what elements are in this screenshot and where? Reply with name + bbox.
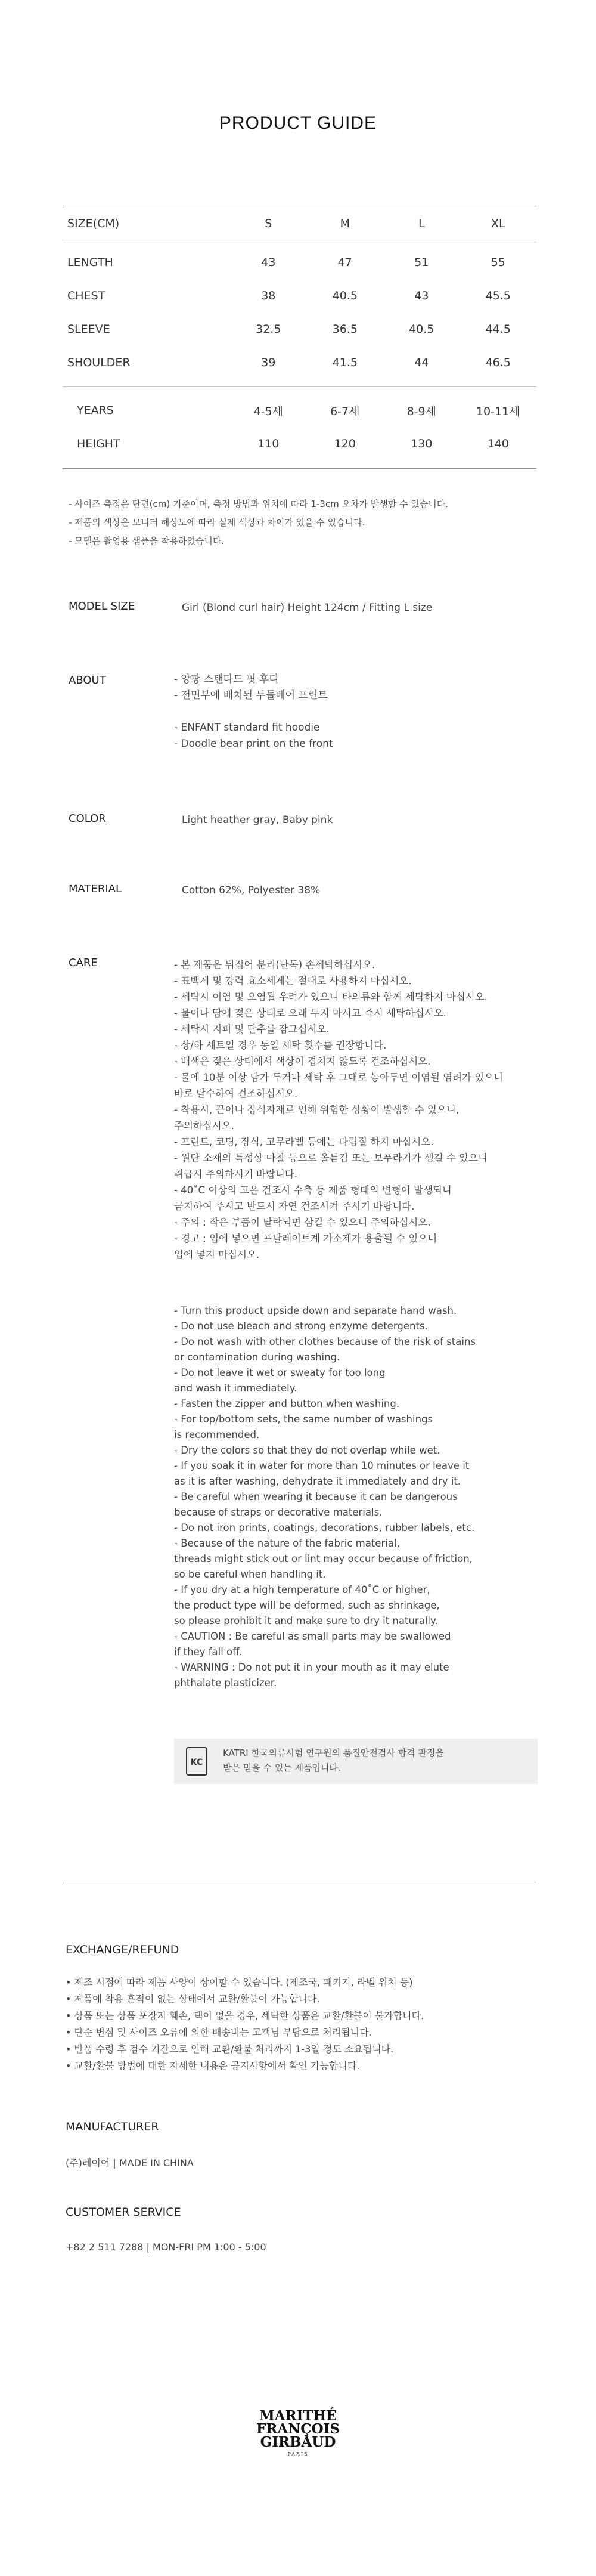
care-line: - 주의 : 작은 부품이 탈락되면 삼킬 수 있으니 주의하십시오. <box>174 1217 431 1228</box>
care-line: - For top/bottom sets, the same number of washings <box>174 1414 433 1425</box>
care-line: - Do not wash with other clothes because of the risk of stains <box>174 1336 476 1347</box>
table-cell: 43 <box>261 256 276 269</box>
care-line: - 원단 소재의 특성상 마찰 등으로 올튿김 또는 보푸라기가 생길 수 있으니 <box>174 1152 488 1164</box>
size-table-header-s: S <box>265 217 272 230</box>
care-line: - 표백제 및 강력 효소세제는 절대로 사용하지 마십시오. <box>174 975 412 987</box>
care-line: because of straps or decorative materials. <box>174 1507 383 1518</box>
model-size-label: MODEL SIZE <box>69 600 135 613</box>
list-item: • 제조 시점에 따라 제품 사양이 상이할 수 있습니다. (제조국, 패키지, 라벨 위치 등) <box>66 1977 413 1988</box>
table-cell: 8-9세 <box>406 404 436 418</box>
list-item: • 반품 수령 후 검수 기간으로 인해 교환/환불 처리까지 1-3일 정도 소요됩니다. <box>66 2043 394 2055</box>
care-line: - 물에 10분 이상 담가 두거나 세탁 후 그대로 놓아두면 이염될 염려가 있으니 <box>174 1072 504 1083</box>
row-label: LENGTH <box>67 256 113 269</box>
table-cell: 44.5 <box>485 323 511 336</box>
row-label: SLEEVE <box>67 323 110 336</box>
care-line: or contamination during washing. <box>174 1352 340 1363</box>
care-line: - 배색은 젖은 상태에서 색상이 겹치지 않도록 건조하십시오. <box>174 1056 431 1067</box>
care-line: 주의하십시오. <box>174 1120 234 1131</box>
care-line: and wash it immediately. <box>174 1383 297 1394</box>
care-line: - 경고 : 입에 넣으면 프탈레이트계 가소제가 용출될 수 있으니 <box>174 1233 437 1244</box>
care-line: as it is after washing, dehydrate it immediately and dry it. <box>174 1476 461 1487</box>
table-cell: 41.5 <box>332 356 358 369</box>
care-line: - Fasten the zipper and button when washing. <box>174 1398 400 1409</box>
about-line: - ENFANT standard fit hoodie <box>174 722 320 734</box>
care-line: if they fall off. <box>174 1646 243 1657</box>
kc-certification-icon <box>186 1747 207 1776</box>
age-table <box>63 394 536 460</box>
table-cell: 47 <box>337 256 352 269</box>
table-row <box>63 394 536 427</box>
care-line: - 상/하 세트일 경우 동일 세탁 횟수를 권장합니다. <box>174 1040 387 1051</box>
table-cell: 44 <box>414 356 429 369</box>
care-line: is recommended. <box>174 1429 260 1440</box>
color-value: Light heather gray, Baby pink <box>182 814 333 826</box>
care-line: - 세탁시 이염 및 오염될 우려가 있으니 타의류와 함께 세탁하지 마십시오. <box>174 991 488 1003</box>
customer-service-value: +82 2 511 7288 | MON-FRI PM 1:00 - 5:00 <box>66 2241 266 2253</box>
table-row <box>63 427 536 460</box>
care-line: - CAUTION : Be careful as small parts may be swallowed <box>174 1631 451 1642</box>
care-line: - 40˚C 이상의 고온 건조시 수축 등 제품 형태의 변형이 발생되니 <box>174 1185 452 1196</box>
manufacturer-value: (주)레이어 | MADE IN CHINA <box>66 2157 194 2169</box>
row-label: CHEST <box>67 289 105 302</box>
table-cell: 45.5 <box>485 289 511 302</box>
table-row <box>63 279 536 313</box>
care-line: - 프린트, 코팅, 장식, 고무라벨 등에는 다림질 하지 마십시오. <box>174 1136 434 1148</box>
table-cell: 36.5 <box>332 323 358 336</box>
table-cell: 6-7세 <box>330 404 360 418</box>
care-line: 금지하여 주시고 반드시 자연 건조시켜 주시기 바랍니다. <box>174 1201 415 1212</box>
about-line <box>174 704 333 720</box>
table-cell: 43 <box>414 289 429 302</box>
care-line: phthalate plasticizer. <box>174 1677 277 1689</box>
customer-service-title: CUSTOMER SERVICE <box>66 2206 181 2219</box>
care-label: CARE <box>69 957 98 969</box>
care-korean-list <box>174 957 555 1263</box>
brand-logo-line: MARITHÉ <box>259 2408 337 2424</box>
table-cell: 130 <box>411 437 433 450</box>
care-line: - 본 제품은 뒤집어 분리(단독) 손세탁하십시오. <box>174 959 375 970</box>
age-table-top-rule <box>63 386 536 387</box>
size-table-header-xl: XL <box>491 217 505 230</box>
table-cell: 120 <box>334 437 356 450</box>
kc-mark-text: KC <box>190 1758 203 1767</box>
care-line: - 세탁시 지퍼 및 단추를 잠그십시오. <box>174 1023 330 1035</box>
manufacturer-title: MANUFACTURER <box>66 2120 159 2133</box>
care-line: 입에 넣지 마십시오. <box>174 1249 260 1260</box>
care-line: - Be careful when wearing it because it can be dangerous <box>174 1491 458 1502</box>
care-line: threads might stick out or lint may occur because of friction, <box>174 1553 473 1564</box>
kc-line: 받은 믿을 수 있는 제품입니다. <box>223 1762 341 1773</box>
care-line: - Do not leave it wet or sweaty for too long <box>174 1367 386 1378</box>
about-line: - 앙팡 스탠다드 핏 후디 <box>174 673 279 685</box>
row-label: HEIGHT <box>77 437 120 450</box>
care-line: 바로 탈수하여 건조하십시오. <box>174 1088 298 1099</box>
table-cell: 140 <box>487 437 509 450</box>
row-label: SHOULDER <box>67 356 131 369</box>
table-row <box>63 246 536 279</box>
care-line: - 물이나 땀에 젖은 상태로 오래 두지 마시고 즉시 세탁하십시오. <box>174 1007 446 1019</box>
about-label: ABOUT <box>69 674 106 686</box>
exchange-refund-list <box>66 1974 424 2074</box>
table-cell: 4-5세 <box>253 404 283 418</box>
note-line: - 모델은 촬영용 샘플을 착용하였습니다. <box>69 536 225 546</box>
table-cell: 40.5 <box>332 289 358 302</box>
exchange-refund-title: EXCHANGE/REFUND <box>66 1943 179 1956</box>
care-line: so please prohibit it and make sure to dry it naturally. <box>174 1615 438 1626</box>
size-table-header-l: L <box>418 217 425 230</box>
table-cell: 40.5 <box>409 323 434 336</box>
care-line: - 착용시, 끈이나 장식자재로 인해 위험한 상황이 발생할 수 있으니, <box>174 1104 460 1115</box>
brand-logo-paris: PARIS <box>287 2451 309 2457</box>
care-line: - Because of the nature of the fabric material, <box>174 1538 400 1549</box>
row-label: YEARS <box>77 404 114 417</box>
care-line: - Dry the colors so that they do not overlap while wet. <box>174 1445 440 1456</box>
care-line: 취급시 주의하시기 바랍니다. <box>174 1168 298 1180</box>
size-table-bottom-rule <box>63 468 536 469</box>
size-table-body <box>63 246 536 379</box>
brand-logo <box>253 2410 343 2457</box>
list-item: • 단순 변심 및 사이즈 오류에 의한 배송비는 고객님 부담으로 처리됩니다. <box>66 2027 372 2038</box>
table-cell: 38 <box>261 289 276 302</box>
size-table-header-label: SIZE(CM) <box>67 217 120 230</box>
care-line: the product type will be deformed, such as shrinkage, <box>174 1600 440 1611</box>
list-item: • 교환/환불 방법에 대한 자세한 내용은 공지사항에서 확인 가능합니다. <box>66 2060 360 2071</box>
table-cell: 39 <box>261 356 276 369</box>
size-table-header-m: M <box>340 217 350 230</box>
color-label: COLOR <box>69 812 106 825</box>
note-line: - 제품의 색상은 모니터 해상도에 따라 실제 색상과 차이가 있을 수 있습니다. <box>69 517 365 528</box>
about-list <box>174 672 333 752</box>
model-size-value: Girl (Blond curl hair) Height 124cm / Fitting L size <box>182 602 433 614</box>
kc-text <box>223 1746 444 1776</box>
care-line: - WARNING : Do not put it in your mouth as it may elute <box>174 1662 449 1673</box>
table-cell: 10-11세 <box>476 404 520 418</box>
care-line: - Turn this product upside down and separate hand wash. <box>174 1305 457 1316</box>
size-notes <box>69 495 448 551</box>
brand-logo-line: FRANÇOIS <box>256 2421 340 2437</box>
table-cell: 110 <box>257 437 280 450</box>
kc-certification-box <box>174 1739 538 1784</box>
about-line: - 전면부에 배치된 두들베어 프린트 <box>174 689 328 701</box>
care-line: - If you dry at a high temperature of 40˚C or higher, <box>174 1584 430 1595</box>
size-table-header-row <box>63 208 536 240</box>
page-title: PRODUCT GUIDE <box>219 113 377 133</box>
table-cell: 46.5 <box>485 356 511 369</box>
table-row <box>63 313 536 346</box>
care-english-list <box>174 1303 555 1691</box>
table-cell: 51 <box>414 256 429 269</box>
kc-line: KATRI 한국의류시험 연구원의 품질안전검사 합격 판정을 <box>223 1748 444 1758</box>
brand-logo-line: GIRBAUD <box>260 2434 336 2450</box>
size-table <box>63 208 536 240</box>
table-cell: 32.5 <box>256 323 281 336</box>
table-row <box>63 346 536 379</box>
table-cell: 55 <box>491 256 505 269</box>
list-item: • 제품에 착용 흔적이 없는 상태에서 교환/환불이 가능합니다. <box>66 1993 320 2005</box>
care-line: - Do not iron prints, coatings, decorations, rubber labels, etc. <box>174 1522 475 1533</box>
list-item: • 상품 또는 상품 포장지 훼손, 택이 없을 경우, 세탁한 상품은 교환/환불이 불가합니다. <box>66 2010 424 2021</box>
care-line: - If you soak it in water for more than 10 minutes or leave it <box>174 1460 470 1471</box>
care-line: - Do not use bleach and strong enzyme detergents. <box>174 1321 428 1332</box>
care-line: so be careful when handling it. <box>174 1569 326 1580</box>
about-line: - Doodle bear print on the front <box>174 738 333 750</box>
material-value: Cotton 62%, Polyester 38% <box>182 885 321 896</box>
material-label: MATERIAL <box>69 883 122 895</box>
note-line: - 사이즈 측정은 단면(cm) 기준이며, 측정 방법과 위치에 따라 1-3cm 오차가 발생할 수 있습니다. <box>69 499 449 509</box>
